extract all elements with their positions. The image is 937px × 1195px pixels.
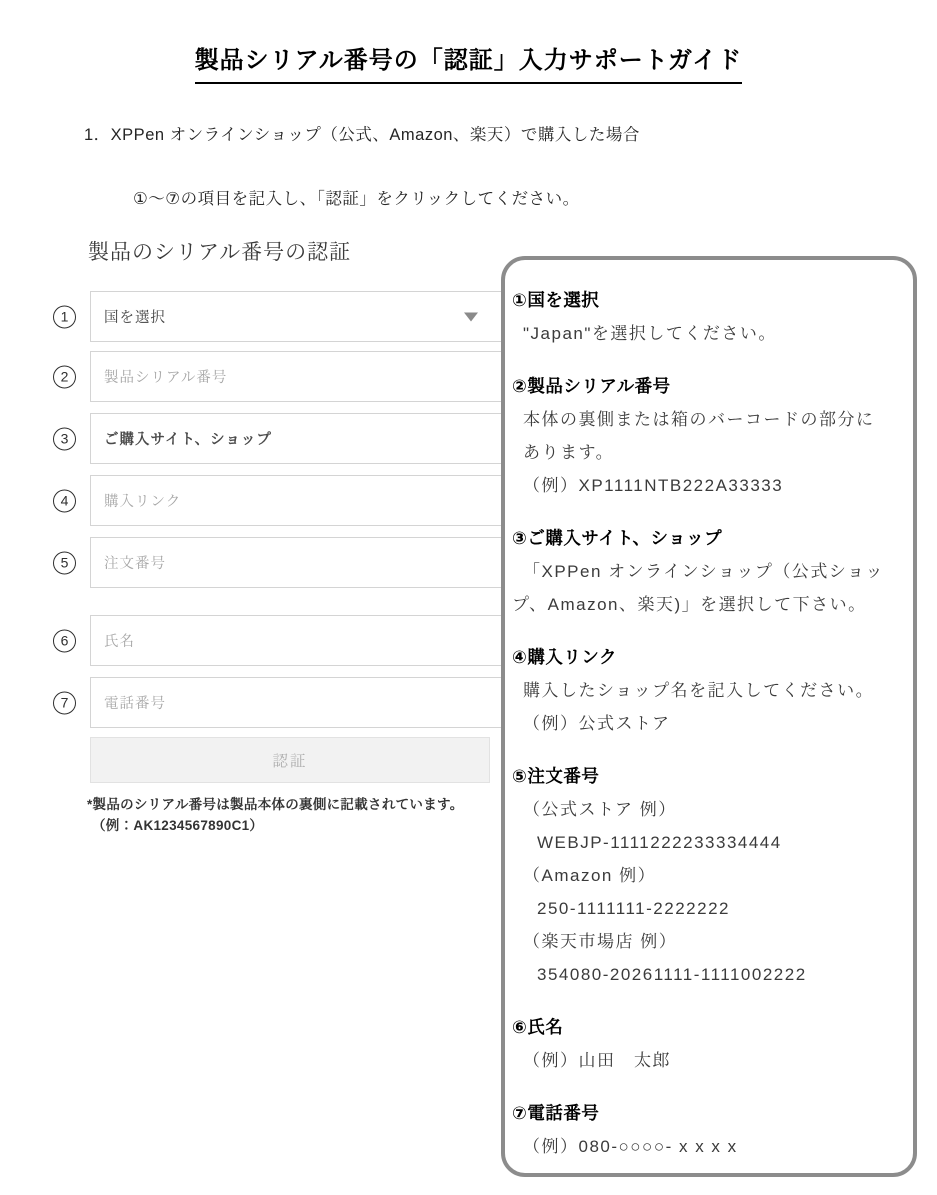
serial-number-input[interactable] [90, 351, 503, 402]
step1-text: 1．XPPen オンラインショップ（公式、Amazon、楽天）で購入した場合 [84, 126, 640, 144]
explanation-panel [501, 256, 917, 1177]
serial-note-line2: （例：AK1234567890C1） [92, 818, 264, 833]
panel-line: （例）公式ストア [523, 714, 671, 733]
order-number-placeholder: 注文番号 [104, 556, 166, 572]
country-select-value: 国を選択 [104, 310, 166, 326]
panel-section-link [512, 641, 905, 740]
form-row-serial [0, 351, 510, 402]
phone-placeholder: 電話番号 [104, 696, 166, 712]
serial-number-placeholder: 製品シリアル番号 [104, 370, 228, 386]
panel-line: あります。 [523, 443, 615, 462]
panel-line: 本体の裏側または箱のバーコードの部分に [523, 410, 875, 429]
panel-section-phone [512, 1097, 905, 1163]
panel-line: （例）XP1111NTB222A33333 [523, 476, 784, 495]
serial-note-line1: *製品のシリアル番号は製品本体の裏側に記載されています。 [87, 797, 464, 812]
circled-number-1: 1 [53, 305, 76, 328]
panel-heading: ⑥氏名 [512, 1017, 564, 1037]
form-row-order [0, 537, 510, 588]
panel-line: （楽天市場店 例） [523, 932, 678, 951]
panel-heading: ②製品シリアル番号 [512, 376, 671, 396]
circled-number-5: 5 [53, 551, 76, 574]
panel-line: 「XPPen オンラインショップ（公式ショッ [523, 562, 885, 581]
panel-line: プ、Amazon、楽天)」を選択して下さい。 [512, 595, 867, 614]
order-number-input[interactable] [90, 537, 503, 588]
form-row-name [0, 615, 510, 666]
purchase-link-placeholder: 購入リンク [104, 494, 182, 510]
panel-heading: ⑦電話番号 [512, 1103, 600, 1123]
purchase-link-input[interactable] [90, 475, 503, 526]
circled-number-4: 4 [53, 489, 76, 512]
purchase-site-value: ご購入サイト、ショップ [104, 432, 272, 448]
panel-line: WEBJP-1111222233334444 [537, 833, 782, 852]
panel-line: 購入したショップ名を記入してください。 [523, 681, 875, 700]
panel-section-country [512, 284, 905, 350]
panel-line: 250-1111111-2222222 [537, 899, 730, 918]
circled-number-2: 2 [53, 365, 76, 388]
panel-heading: ⑤注文番号 [512, 766, 600, 786]
page-title: 製品シリアル番号の「認証」入力サポートガイド [195, 40, 743, 84]
panel-section-order [512, 760, 905, 991]
circled-number-7: 7 [53, 691, 76, 714]
verify-button[interactable]: 認証 [90, 737, 490, 783]
country-select[interactable] [90, 291, 503, 342]
panel-section-shop [512, 522, 905, 621]
panel-heading: ①国を選択 [512, 290, 600, 310]
panel-line: （例）080-○○○○- x x x x [523, 1137, 738, 1156]
panel-line: （Amazon 例） [523, 866, 657, 885]
panel-line: （例）山田 太郎 [523, 1051, 671, 1070]
form-row-link [0, 475, 510, 526]
form-row-phone [0, 677, 510, 728]
circled-number-6: 6 [53, 629, 76, 652]
panel-section-name [512, 1011, 905, 1077]
phone-input[interactable] [90, 677, 503, 728]
panel-line: "Japan"を選択してください。 [523, 324, 777, 343]
form-heading: 製品のシリアル番号の認証 [88, 241, 352, 264]
panel-heading: ③ご購入サイト、ショップ [512, 528, 723, 548]
purchase-site-input[interactable] [90, 413, 503, 464]
panel-heading: ④購入リンク [512, 647, 617, 667]
form-row-shop [0, 413, 510, 464]
chevron-down-icon [464, 312, 478, 321]
panel-line: 354080-20261111-1111002222 [537, 965, 807, 984]
form-row-country [0, 291, 510, 342]
name-input[interactable] [90, 615, 503, 666]
name-placeholder: 氏名 [104, 634, 135, 650]
instruction-text: ①～⑦の項目を記入し、「認証」をクリックしてください。 [133, 190, 580, 208]
panel-section-serial [512, 370, 905, 502]
circled-number-3: 3 [53, 427, 76, 450]
page-title-wrap [0, 40, 937, 84]
panel-line: （公式ストア 例） [523, 800, 677, 819]
